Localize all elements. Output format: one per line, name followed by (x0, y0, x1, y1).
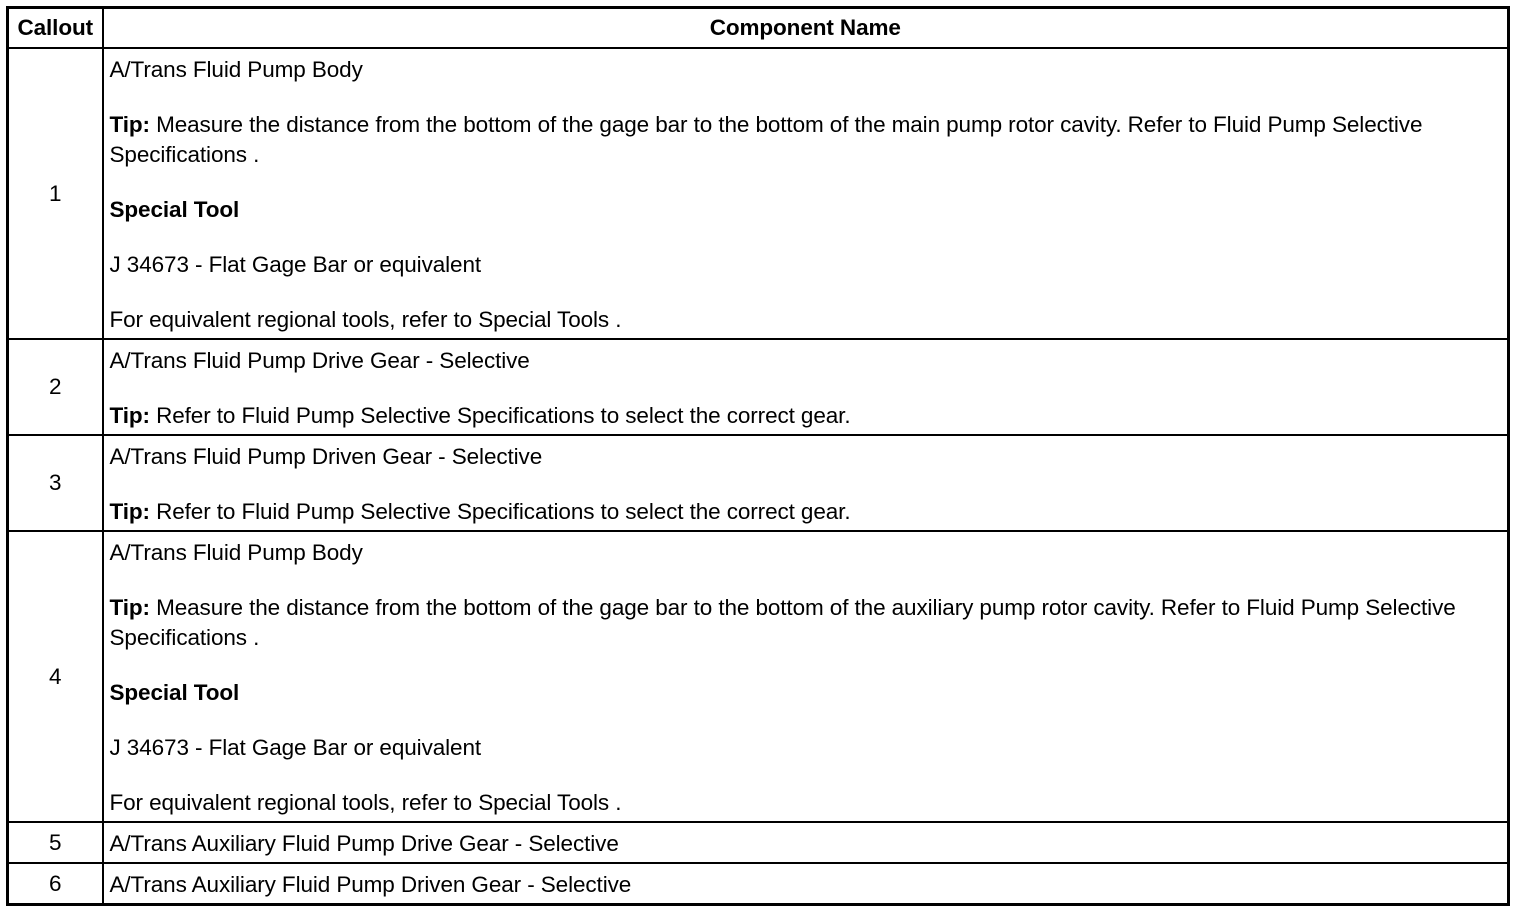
paragraph-text: A/Trans Fluid Pump Body (109, 57, 363, 82)
bold-label: Tip: (109, 499, 150, 524)
component-paragraph (110, 442, 1502, 472)
paragraph-text: A/Trans Auxiliary Fluid Pump Driven Gear - Selective (109, 872, 632, 897)
paragraph-text: A/Trans Fluid Pump Body (109, 540, 363, 565)
paragraph-text: A/Trans Auxiliary Fluid Pump Drive Gear - Selective (109, 831, 619, 856)
header-row (8, 8, 1509, 49)
component-paragraph (110, 110, 1502, 170)
callout-cell: 4 (8, 531, 103, 822)
table-row (8, 531, 1509, 822)
component-name-cell (103, 435, 1509, 531)
callout-header: Callout (8, 8, 103, 49)
bold-label: Tip: (109, 595, 150, 620)
component-paragraph (110, 401, 1502, 431)
table-row (8, 822, 1509, 863)
table-row (8, 863, 1509, 905)
component-paragraph (110, 55, 1502, 85)
paragraph-text: Refer to Fluid Pump Selective Specifications to select the correct gear. (149, 403, 851, 428)
bold-label: Special Tool (109, 197, 240, 222)
paragraph-text: Measure the distance from the bottom of the gage bar to the bottom of the main pump rotor cavity. Refer to Fluid Pump Selective Specifications . (109, 112, 1423, 167)
component-name-header: Component Name (103, 8, 1509, 49)
component-paragraph (110, 195, 1502, 225)
table-row (8, 48, 1509, 339)
callout-cell: 1 (8, 48, 103, 339)
callout-cell: 5 (8, 822, 103, 863)
component-paragraph (110, 593, 1502, 653)
table-body (8, 48, 1509, 905)
component-paragraph (110, 788, 1502, 818)
component-paragraph (110, 870, 1502, 900)
component-paragraph (110, 250, 1502, 280)
component-paragraph (110, 497, 1502, 527)
paragraph-text: A/Trans Fluid Pump Drive Gear - Selective (109, 348, 530, 373)
component-name-cell (103, 48, 1509, 339)
table-row (8, 435, 1509, 531)
paragraph-text: J 34673 - Flat Gage Bar or equivalent (109, 735, 482, 760)
component-name-cell (103, 863, 1509, 905)
callout-cell: 6 (8, 863, 103, 905)
callout-cell: 2 (8, 339, 103, 435)
paragraph-text: A/Trans Fluid Pump Driven Gear - Selective (109, 444, 543, 469)
component-name-cell (103, 531, 1509, 822)
table-row (8, 339, 1509, 435)
component-paragraph (110, 538, 1502, 568)
paragraph-text: J 34673 - Flat Gage Bar or equivalent (109, 252, 482, 277)
paragraph-text: Measure the distance from the bottom of the gage bar to the bottom of the auxiliary pump rotor cavity. Refer to Fluid Pump Selective Specifications . (109, 595, 1456, 650)
bold-label: Special Tool (109, 680, 240, 705)
component-paragraph (110, 678, 1502, 708)
component-paragraph (110, 346, 1502, 376)
paragraph-text: Refer to Fluid Pump Selective Specifications to select the correct gear. (149, 499, 851, 524)
component-name-cell (103, 822, 1509, 863)
callout-cell: 3 (8, 435, 103, 531)
bold-label: Tip: (109, 112, 150, 137)
component-paragraph (110, 733, 1502, 763)
component-table (6, 6, 1510, 906)
component-paragraph (110, 305, 1502, 335)
paragraph-text: For equivalent regional tools, refer to Special Tools . (109, 307, 622, 332)
component-paragraph (110, 829, 1502, 859)
component-name-cell (103, 339, 1509, 435)
bold-label: Tip: (109, 403, 150, 428)
paragraph-text: For equivalent regional tools, refer to Special Tools . (109, 790, 622, 815)
